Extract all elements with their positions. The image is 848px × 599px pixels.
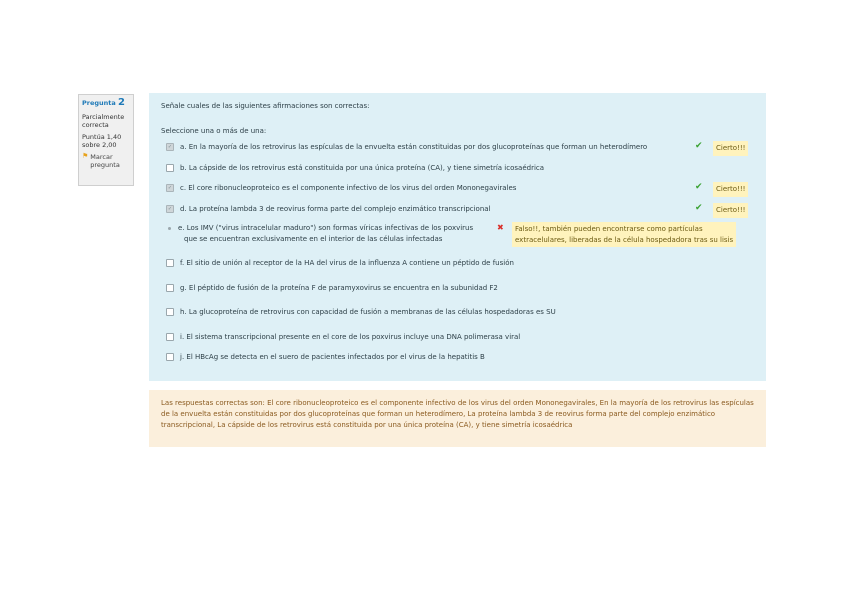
- flag-question-link[interactable]: [82, 153, 130, 169]
- answer-option-c[interactable]: [166, 184, 516, 192]
- feedback-e-line1: Falso!!, también pueden encontrarse como partículas: [515, 225, 703, 233]
- correct-check-icon: ✔: [695, 203, 703, 213]
- answer-prompt: Seleccione una o más de una:: [161, 127, 267, 135]
- checkbox-c[interactable]: ✓: [167, 185, 173, 191]
- feedback-badge-c: Cierto!!!: [713, 182, 748, 197]
- question-grade: Puntúa 1,40 sobre 2,00: [82, 132, 122, 149]
- answer-option-f[interactable]: [166, 259, 514, 267]
- question-content: [149, 93, 766, 381]
- feedback-e-line2: extracelulares, liberadas de la célula hospedadora tras su lisis: [515, 235, 734, 244]
- correct-answers-text: Las respuestas correctas son: El core ribonucleoproteico es el componente infectivo de los virus del orden Mononegavirales, En la mayoría de los retrovirus las espículas de la envuelta están constituidas por dos glucoproteínas que forman un heterodímero, La proteína lambda 3 de reovirus forma parte del complejo enzimático transcripcional, La cápside de los retrovirus está constituida por una única proteína (CA), y tiene simetría icosaédrica: [161, 399, 754, 429]
- checkbox-b[interactable]: [166, 164, 174, 172]
- answer-option-b[interactable]: [166, 164, 544, 172]
- checkbox-h[interactable]: [166, 308, 174, 316]
- answer-option-b-label: b. La cápside de los retrovirus está constituida por una única proteína (CA), y tiene simetría icosaédrica: [180, 164, 545, 172]
- answer-option-e[interactable]: [166, 223, 473, 245]
- answer-option-e-line2: que se encuentran exclusivamente en el interior de las células infectadas: [184, 234, 443, 243]
- answer-option-d-label: d. La proteína lambda 3 de reovirus forma parte del complejo enzimático transcripcional: [180, 205, 491, 213]
- correct-answers-feedback: [149, 390, 766, 447]
- question-info-panel: [78, 94, 134, 186]
- checkbox-g[interactable]: [166, 284, 174, 292]
- flag-icon: ⚑: [82, 152, 89, 160]
- correct-check-icon: ✔: [695, 141, 703, 151]
- checkbox-a[interactable]: ✓: [167, 144, 173, 150]
- incorrect-cross-icon: ✖: [497, 223, 504, 232]
- question-state: Parcialmente correcta: [82, 112, 125, 129]
- flag-question-label: Marcar pregunta: [90, 153, 120, 170]
- answer-option-j[interactable]: [166, 353, 485, 361]
- answer-option-f-label: f. El sitio de unión al receptor de la HA del virus de la influenza A contiene un péptido de fusión: [180, 259, 514, 267]
- feedback-badge-d: Cierto!!!: [713, 203, 748, 218]
- checkbox-e[interactable]: [166, 225, 172, 231]
- checkbox-f[interactable]: [166, 259, 174, 267]
- correct-check-icon: ✔: [695, 182, 703, 192]
- answer-option-a-label: a. En la mayoría de los retrovirus las espículas de la envuelta están constituidas por dos glucoproteínas que forman un heterodímero: [180, 143, 648, 151]
- answer-option-g-label: g. El péptido de fusión de la proteína F de paramyxovirus se encuentra en la subunidad F2: [180, 284, 498, 292]
- answer-option-c-label: c. El core ribonucleoproteico es el componente infectivo de los virus del orden Mononegavirales: [180, 184, 517, 192]
- answer-option-j-label: j. El HBcAg se detecta en el suero de pacientes infectados por el virus de la hepatitis B: [180, 353, 485, 361]
- feedback-badge-a: Cierto!!!: [713, 141, 748, 156]
- feedback-badge-e: [512, 222, 736, 247]
- checkbox-j[interactable]: [166, 353, 174, 361]
- answer-option-i-label: i. El sistema transcripcional presente en el core de los poxvirus incluye una DNA polimerasa viral: [180, 333, 521, 341]
- question-number: [82, 97, 130, 110]
- answer-option-g[interactable]: [166, 284, 498, 292]
- question-text: Señale cuales de las siguientes afirmaciones son correctas:: [161, 102, 370, 110]
- answer-option-h-label: h. La glucoproteína de retrovirus con capacidad de fusión a membranas de las células hospedadoras es SU: [180, 308, 556, 316]
- question-label: Pregunta: [82, 99, 116, 107]
- answer-option-i[interactable]: [166, 333, 520, 341]
- answer-option-e-line1: e. Los IMV ("virus intracelular maduro") son formas víricas infectivas de los poxvirus: [178, 224, 474, 232]
- question-number-value: 2: [118, 97, 126, 108]
- answer-option-a[interactable]: [166, 143, 647, 151]
- checkbox-d[interactable]: ✓: [167, 206, 173, 212]
- answer-option-h[interactable]: [166, 308, 556, 316]
- answer-option-d[interactable]: [166, 205, 491, 213]
- checkbox-i[interactable]: [166, 333, 174, 341]
